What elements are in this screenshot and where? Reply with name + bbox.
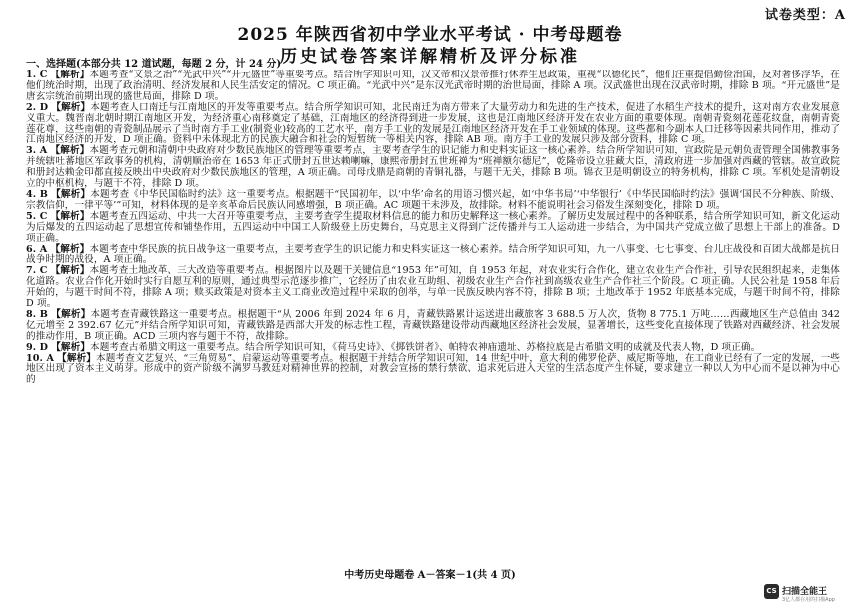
analysis-tag: 【解析】	[51, 188, 91, 200]
answer-item-7	[26, 266, 840, 310]
scanner-tagline: 3亿人都在用的扫描App	[782, 597, 835, 603]
scanner-app-name: 扫描全能王	[782, 587, 828, 597]
page-subtitle: 历史试卷答案详解精析及评分标准	[280, 47, 580, 67]
answer-text: 本题考查青藏铁路这一重要考点。根据题干“从 2006 年到 2024 年 6 月，青藏铁路累计运送进出藏旅客 3 688.5 万人次，货物 8 775.1 万吨……西藏地区生产总值由 342 亿元增至 2 392.67 亿元”并结合所学知识可知，青藏铁路是西部大开发的标志性工程，青藏铁路建设带动西藏地区经济社会发展，显著增长，这些变化直接体现了铁路对西藏经济、社会发展的推动作用，B 项正确。ACD 三项内容与题干不符，故排除。	[26, 308, 840, 342]
answer-item-2	[26, 103, 840, 147]
answer-item-3	[26, 146, 840, 190]
analysis-tag: 【解析】	[50, 210, 90, 222]
answer-text: 本题考查中华民族的抗日战争这一重要考点，主要考查学生的识记能力和史料实证这一核心素养。结合所学知识可知，九一八事变、七七事变、台儿庄战役和百团大战都是抗日战争时期的战役，A 项正确。	[26, 243, 840, 266]
answer-number: 10. A	[26, 352, 54, 364]
page-title: 2025 年陕西省初中学业水平考试 · 中考母题卷	[237, 25, 623, 45]
answer-number: 4. B	[26, 188, 48, 200]
page-footer: 中考历史母题卷 A－答案－1(共 4 页)	[344, 570, 516, 581]
answer-number: 5. C	[26, 210, 48, 222]
exam-type-label: 试卷类型：A	[764, 8, 846, 23]
answer-number: 2. D	[26, 101, 49, 113]
answer-item-6	[26, 245, 840, 267]
answer-item-8	[26, 310, 840, 343]
analysis-tag: 【解析】	[50, 265, 90, 277]
answer-number: 3. A	[26, 145, 48, 157]
answer-number: 8. B	[26, 308, 48, 320]
analysis-tag: 【解析】	[50, 70, 90, 80]
answer-text: 本题考查五四运动、中共一大召开等重要考点，主要考查学生提取材料信息的能力和历史解释这一核心素养。了解历史发展过程中的各种联系，结合所学知识可知，新文化运动为后爆发的五四运动起了思想宣传和铺垫作用，五四运动中中国工人阶级登上历史舞台，马克思主义得到广泛传播并与工人运动进一步结合，为中国共产党成立做了思想上干部上的准备。D 项正确。	[26, 210, 840, 244]
analysis-tag: 【解析】	[50, 145, 90, 157]
answer-text: 本题考查《中华民国临时约法》这一重要考点。根据题干“民国初年，以‘中华’命名的用语习惯兴起，如‘中华书局’‘中华银行’《中华民国临时约法》强调‘国民不分种族、阶级、宗教信仰，一律平等’”可知，材料体现的是辛亥革命后民族认同感增强，B 项正确。AC 项题干未涉及，故排除。材料不能说明社会习俗发生深刻变化，排除 D 项。	[26, 188, 840, 211]
answer-number: 1. C	[26, 70, 48, 80]
analysis-tag: 【解析】	[51, 308, 91, 320]
answer-text: 本题考查元朝和清朝中央政府对少数民族地区的管理等重要考点，主要考查学生的识记能力和史料实证这一核心素养。结合所学知识可知，宣政院是元朝负责管理全国佛教事务并统辖吐蕃地区军政事务的机构，清朝顺治帝在 1653 年正式册封五世达赖喇嘛，康熙帝册封五世班禅为“班禅额尔德尼”，乾隆帝设立驻藏大臣，清政府进一步加强对西藏的管辖。故宣政院和册封达赖金印都直接反映出中央政府对少数民族地区的管理，A 项正确。司母戊鼎是商朝的青铜礼器，与题干无关，排除 B 项。锦衣卫是明朝设立的特务机构，排除 C 项。军机处是清朝设立的中枢机构，与题干不符，排除 D 项。	[26, 145, 840, 190]
answer-text: 本题考查土地改革、三大改造等重要考点。根据图片以及题干关键信息“1953 年”可知，自 1953 年起，对农业实行合作化，建立农业生产合作社，引导农民组织起来，走集体化道路。农业合作化开始时实行自愿互利的原则，通过典型示范逐步推广，它经历了由农业互助组、初级农业生产合作社到高级农业生产合作社三个阶段。C 项正确。人民公社是 1958 年后开始的，与题干时间不符，排除 A 项；赎买政策是对资本主义工商业改造过程中采取的创举，与单一民族反映内容不符，排除 B 项；土地改革于 1952 年底基本完成，与题干时间不符，排除 D 项。	[26, 265, 840, 310]
answer-text: 本题考查文艺复兴、“三角贸易”、启蒙运动等重要考点。根据题干并结合所学知识可知，14 世纪中叶，意大利的佛罗伦萨、威尼斯等地，在工商业已经有了一定的发展，一些地区出现了资本主义萌芽。形成中的资产阶级不满罗马教廷对精神世界的控制，对教会宣扬的禁行禁欲、追求死后进入天堂的生活态度产生怀疑，要求建立一种以人为中心而不是以神为中心的	[26, 352, 840, 386]
section-heading: 一、选择题(本部分共 12 道试题，每题 2 分，计 24 分)	[26, 59, 282, 70]
answer-item-4	[26, 190, 840, 212]
analysis-tag: 【解析】	[51, 101, 91, 113]
answer-text: 本题考查“文景之治”“光武中兴”“开元盛世”等重要考点。结合所学知识可知，汉文帝和汉景帝推行休养生息政策，重视“以德化民”，他们注重提倡勤俭治国，反对奢侈浮华，在他们统治时期，出现了政治清明、经济发展和人民生活安定的情况。C 项正确。“光武中兴”是东汉光武帝时期的治世局面，排除 A 项。汉武盛世出现在汉武帝时期，排除 B 项。“开元盛世”是唐玄宗统治前期出现的盛世局面，排除 D 项。	[26, 70, 840, 102]
analysis-tag: 【解析】	[50, 243, 90, 255]
answer-item-10	[26, 354, 840, 387]
answer-number: 9. D	[26, 341, 49, 353]
scanner-logo-icon: CS	[764, 584, 779, 599]
answer-body	[26, 70, 840, 556]
answer-item-1	[26, 70, 840, 103]
analysis-tag: 【解析】	[51, 341, 91, 353]
answer-number: 7. C	[26, 265, 48, 277]
scanner-watermark	[764, 582, 854, 604]
answer-text: 本题考查古希腊文明这一重要考点。结合所学知识可知，《荷马史诗》、《掷铁饼者》、帕特农神庙遗址、苏格拉底是古希腊文明的成就及代表人物，D 项正确。	[90, 341, 761, 353]
answer-text: 本题考查人口南迁与江南地区的开发等重要考点。结合所学知识可知，北民南迁为南方带来了大量劳动力和先进的生产技术，促进了水稻生产技术的提升，这对南方农业发展意义重大。魏晋南北朝时期江南地区开发，为经济重心南移奠定了基础，江南地区的经济得到进一步发展，这也是江南地区经济开发在农业方面的重要体现。南朝青瓷刻花莲花纹盘，南朝青瓷莲花尊，这些南朝的青瓷制品展示了当时南方手工业(制瓷业)较高的工艺水平，南方手工业的发展是江南地区经济开发在手工业领域的体现。这些都和今副本人口迁移等因素共同作用，推动了江南地区经济的开发，D 项正确。资料中未体现北方的民族大融合和社会的短暂统一等相关内容，排除 AB 项。南方手工业的发展只涉及部分资料，排除 C 项。	[26, 101, 840, 146]
answer-number: 6. A	[26, 243, 48, 255]
answer-item-5	[26, 212, 840, 245]
analysis-tag: 【解析】	[57, 352, 97, 364]
